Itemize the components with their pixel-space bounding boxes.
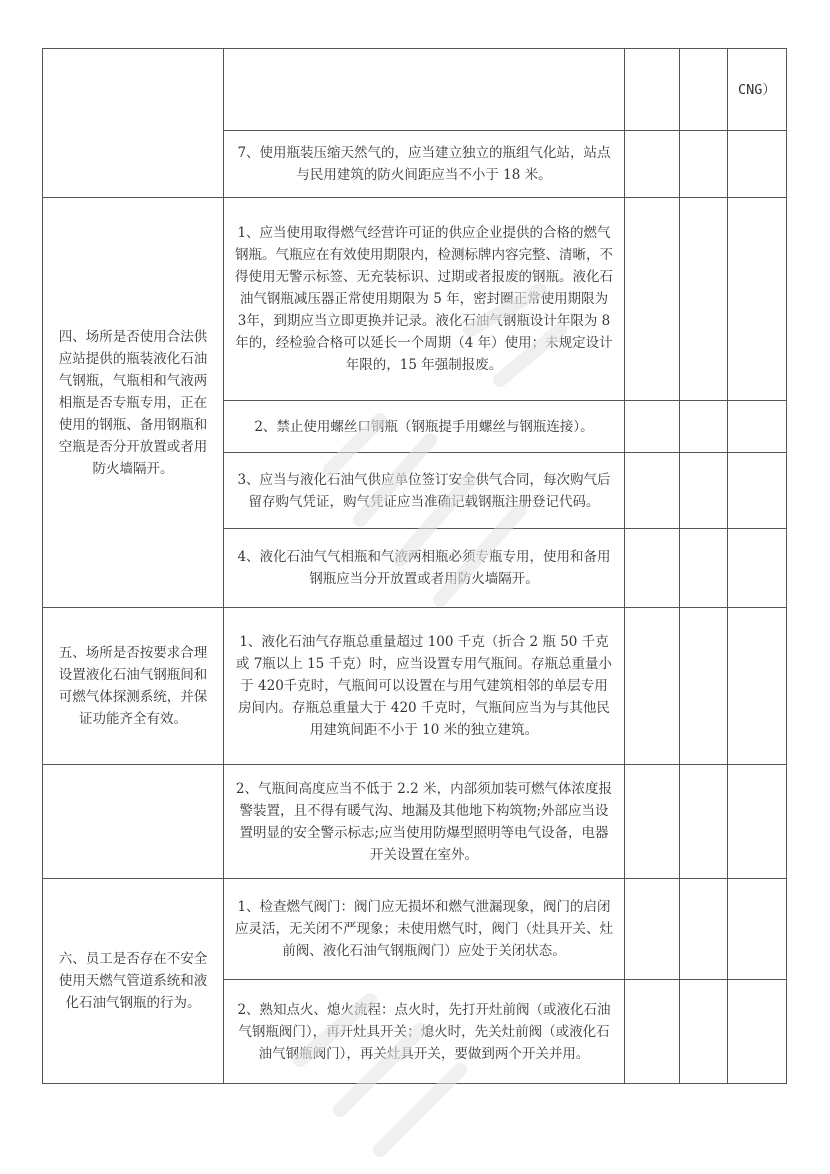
- check-cell[interactable]: [680, 198, 728, 401]
- check-cell[interactable]: [680, 49, 728, 131]
- requirement-cell: 3、应当与液化石油气供应单位签订安全供气合同，每次购气后留存购气凭证，购气凭证应当准确记载钢瓶注册登记代码。: [224, 453, 625, 529]
- check-cell[interactable]: [625, 980, 680, 1084]
- remark-cell[interactable]: [728, 529, 787, 608]
- requirement-cell: 1、检查燃气阀门：阀门应无损坏和燃气泄漏现象，阀门的启闭应灵活，无关闭不严现象；未使用燃气时，阀门（灶具开关、灶前阀、液化石油气钢瓶阀门）应处于关闭状态。: [224, 879, 625, 980]
- category-cell: 四、场所是否使用合法供应站提供的瓶装液化石油气钢瓶，气瓶相和气液两相瓶是否专瓶专用，正在使用的钢瓶、备用钢瓶和空瓶是否分开放置或者用防火墙隔开。: [43, 198, 224, 608]
- requirement-cell: 7、使用瓶装压缩天然气的，应当建立独立的瓶组气化站，站点与民用建筑的防火间距应当不小于 18 米。: [224, 131, 625, 198]
- table-row: [43, 49, 787, 131]
- check-cell[interactable]: [625, 49, 680, 131]
- check-cell[interactable]: [680, 453, 728, 529]
- check-cell[interactable]: [625, 131, 680, 198]
- remark-cell[interactable]: [728, 131, 787, 198]
- check-cell[interactable]: [680, 401, 728, 453]
- requirement-cell: 4、液化石油气气相瓶和气液两相瓶必须专瓶专用，使用和备用钢瓶应当分开放置或者用防火墙隔开。: [224, 529, 625, 608]
- remark-cell[interactable]: [728, 980, 787, 1084]
- check-cell[interactable]: [625, 401, 680, 453]
- remark-cell: CNG）: [728, 49, 787, 131]
- category-cell: 五、场所是否按要求合理设置液化石油气钢瓶间和可燃气体探测系统，并保证功能齐全有效。: [43, 608, 224, 765]
- category-cell: [43, 49, 224, 198]
- check-cell[interactable]: [625, 198, 680, 401]
- remark-cell[interactable]: [728, 608, 787, 765]
- check-cell[interactable]: [680, 131, 728, 198]
- check-cell[interactable]: [625, 879, 680, 980]
- remark-cell[interactable]: [728, 198, 787, 401]
- check-cell[interactable]: [680, 608, 728, 765]
- remark-cell[interactable]: [728, 765, 787, 879]
- check-cell[interactable]: [625, 765, 680, 879]
- category-cell: 六、员工是否存在不安全使用天燃气管道系统和液化石油气钢瓶的行为。: [43, 879, 224, 1084]
- remark-cell[interactable]: [728, 401, 787, 453]
- check-cell[interactable]: [680, 980, 728, 1084]
- category-cell: [43, 765, 224, 879]
- check-cell[interactable]: [625, 608, 680, 765]
- table-row: [43, 765, 787, 879]
- requirement-cell: 1、液化石油气存瓶总重量超过 100 千克（折合 2 瓶 50 千克或 7瓶以上 15 千克）时，应当设置专用气瓶间。存瓶总重量小于 420千克时，气瓶间可以设置在与用气建筑相邻的单层专用房间内。存瓶总重量大于 420 千克时，气瓶间应当为与其他民用建筑间距不小于 10 米的独立建筑。: [224, 608, 625, 765]
- remark-cell[interactable]: [728, 879, 787, 980]
- check-cell[interactable]: [625, 453, 680, 529]
- requirement-cell: 2、气瓶间高度应当不低于 2.2 米，内部须加装可燃气体浓度报警装置，且不得有暖气沟、地漏及其他地下构筑物;外部应当设置明显的安全警示标志;应当使用防爆型照明等电气设备，电器开关设置在室外。: [224, 765, 625, 879]
- requirement-cell: [224, 49, 625, 131]
- requirement-cell: 1、应当使用取得燃气经营许可证的供应企业提供的合格的燃气钢瓶。气瓶应在有效使用期限内，检测标牌内容完整、清晰，不得使用无警示标签、无充装标识、过期或者报废的钢瓶。液化石油气钢瓶减压器正常使用期限为 5 年，密封圈正常使用期限为 3年，到期应当立即更换并记录。液化石油气钢瓶设计年限为 8 年的，经检验合格可以延长一个周期（4 年）使用；未规定设计年限的，15 年强制报废。: [224, 198, 625, 401]
- check-cell[interactable]: [680, 765, 728, 879]
- check-cell[interactable]: [680, 529, 728, 608]
- table-row: [43, 198, 787, 401]
- requirement-cell: 2、熟知点火、熄火流程：点火时，先打开灶前阀（或液化石油气钢瓶阀门），再开灶具开关；熄火时，先关灶前阀（或液化石油气钢瓶阀门），再关灶具开关，要做到两个开关并用。: [224, 980, 625, 1084]
- check-cell[interactable]: [625, 529, 680, 608]
- check-cell[interactable]: [680, 879, 728, 980]
- requirement-cell: 2、禁止使用螺丝口钢瓶（钢瓶提手用螺丝与钢瓶连接）。: [224, 401, 625, 453]
- inspection-table: [42, 48, 787, 1084]
- table-row: [43, 608, 787, 765]
- table-row: [43, 879, 787, 980]
- remark-cell[interactable]: [728, 453, 787, 529]
